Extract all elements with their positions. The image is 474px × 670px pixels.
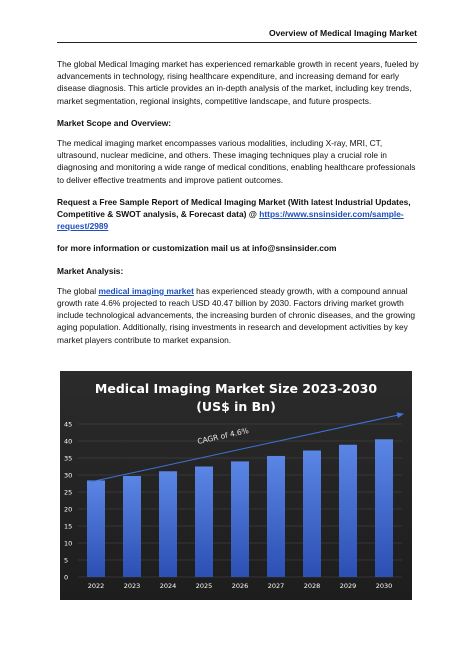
scope-paragraph: The medical imaging market encompasses various modalities, including X-ray, MRI, CT, ultrasound, nuclear medicine, and others. These imaging techniques play a crucial role in diagnosing and monitoring a wide range of medical conditions, enabling healthcare professionals to deliver effective treatments and improve patient outcomes. bbox=[57, 138, 416, 185]
bar-2023 bbox=[123, 476, 141, 577]
y-tick-label: 35 bbox=[64, 454, 73, 463]
analysis-paragraph bbox=[57, 285, 419, 346]
y-tick-label: 30 bbox=[64, 471, 73, 480]
x-tick-label: 2023 bbox=[123, 582, 141, 590]
x-tick-label: 2029 bbox=[339, 582, 357, 590]
bar-2027 bbox=[267, 456, 285, 577]
cagr-annotation: CAGR of 4.6% bbox=[196, 426, 250, 446]
x-tick-label: 2030 bbox=[375, 582, 393, 590]
contact-line: for more information or customization mail us at info@snsinsider.com bbox=[57, 243, 337, 254]
bar-2022 bbox=[87, 480, 105, 577]
x-tick-label: 2024 bbox=[159, 582, 177, 590]
sample-request-link[interactable]: https://www.snsinsider.com/sample-request/2989 bbox=[57, 209, 404, 232]
bar-2026 bbox=[231, 461, 249, 577]
analysis-text-before: The global bbox=[57, 285, 99, 296]
analysis-heading: Market Analysis: bbox=[57, 265, 124, 276]
y-tick-label: 40 bbox=[64, 437, 73, 446]
scope-heading: Market Scope and Overview: bbox=[57, 117, 172, 128]
analysis-text-after: has experienced steady growth, with a compound annual growth rate 4.6% projected to reach USD 40.47 billion by 2030. Factors driving market growth include technological advancements, the increasing burden of chronic diseases, and the growing aging population. Additionally, rising investments in research and development activities by key market players contribute to market expansion. bbox=[57, 285, 416, 345]
market-report-link[interactable]: medical imaging market bbox=[98, 285, 194, 296]
y-tick-label: 20 bbox=[64, 505, 73, 514]
bar-2028 bbox=[303, 451, 321, 577]
x-tick-label: 2025 bbox=[195, 582, 213, 590]
header-divider bbox=[57, 42, 417, 43]
sample-request-text: Request a Free Sample Report of Medical Imaging Market (With latest Industrial Updates, Competitive & SWOT analysis, & Forecast data) @ bbox=[57, 196, 411, 220]
intro-paragraph: The global Medical Imaging market has experienced remarkable growth in recent years, fueled by advancements in technology, rising healthcare expenditure, and increasing demand for early disease diagnosis. This article provides an in-depth analysis of the market, including key trends, market segmentation, regional insights, competitive landscape, and future prospects. bbox=[57, 59, 419, 106]
chart-svg bbox=[60, 371, 412, 600]
x-tick-label: 2026 bbox=[231, 582, 249, 590]
page-header-title: Overview of Medical Imaging Market bbox=[268, 28, 417, 38]
x-tick-label: 2022 bbox=[87, 582, 105, 590]
market-size-chart bbox=[60, 371, 412, 600]
chart-subtitle: (US$ in Bn) bbox=[196, 399, 276, 414]
y-tick-label: 5 bbox=[64, 556, 69, 565]
x-tick-label: 2028 bbox=[303, 582, 321, 590]
y-tick-label: 15 bbox=[64, 522, 73, 531]
document-body bbox=[57, 58, 419, 356]
bar-2029 bbox=[339, 445, 357, 577]
x-tick-label: 2027 bbox=[267, 582, 285, 590]
y-tick-label: 45 bbox=[64, 420, 73, 429]
bar-2024 bbox=[159, 471, 177, 577]
y-tick-label: 0 bbox=[64, 573, 69, 582]
y-tick-label: 10 bbox=[64, 539, 73, 548]
y-tick-label: 25 bbox=[64, 488, 73, 497]
bar-2025 bbox=[195, 467, 213, 578]
chart-title: Medical Imaging Market Size 2023-2030 bbox=[94, 381, 378, 396]
bar-2030 bbox=[375, 439, 393, 577]
sample-request-paragraph bbox=[57, 196, 419, 233]
